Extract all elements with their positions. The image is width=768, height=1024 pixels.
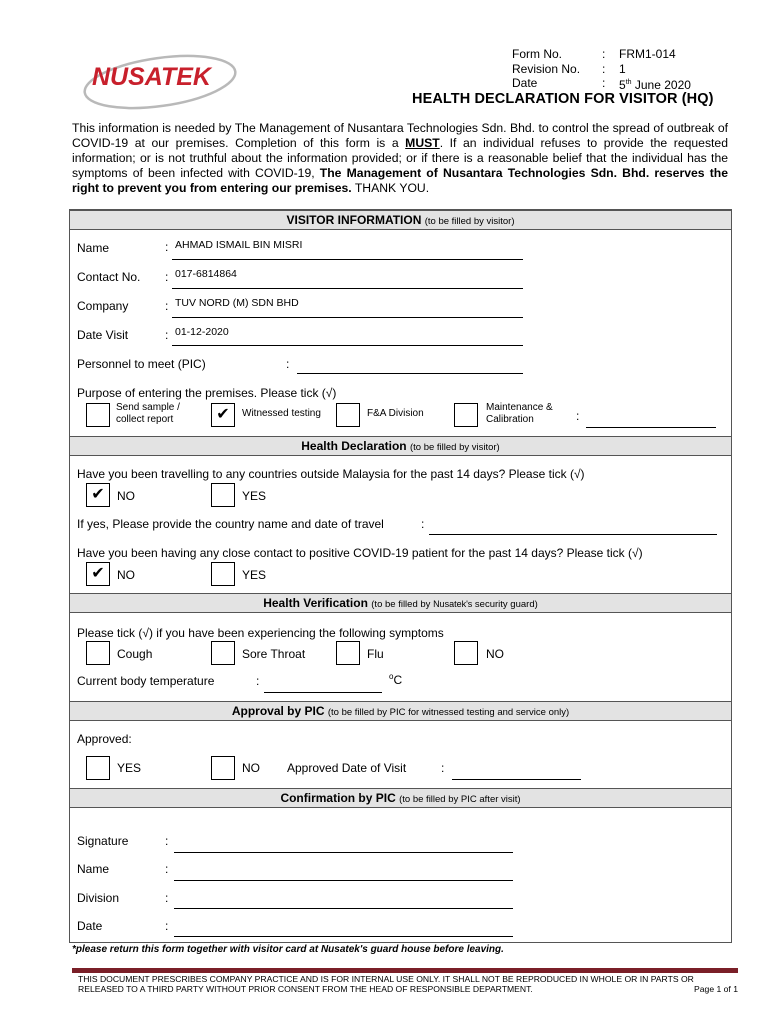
temperature-field[interactable] — [264, 692, 382, 693]
purpose-maintenance-label: Maintenance & Calibration — [486, 402, 553, 425]
symptoms-no-label: NO — [486, 647, 504, 661]
signature-field[interactable] — [174, 852, 513, 853]
contact-field[interactable] — [172, 288, 523, 289]
intro-paragraph: This information is needed by The Management of Nusantara Technologies Sdn. Bhd. to control the spread of outbreak of COVID-19 at our premises. Completion of this form is a MUST. If an individual refuses to provide the requested information; or is not truthful about the information provided; or if there is a reasonable belief that the individual has the symptoms of been infected with COVID-19, The Management of Nusantara Technologies Sdn. Bhd. reserves the right to prevent you from entering our premises. THANK YOU. — [72, 121, 728, 195]
approved-date-field[interactable] — [452, 779, 581, 780]
company-field[interactable] — [172, 317, 523, 318]
contact-no-label: NO — [117, 568, 135, 582]
field-colon: : — [165, 270, 169, 284]
field-colon: : — [165, 834, 169, 848]
name-label: Name — [77, 241, 110, 255]
field-colon: : — [256, 674, 260, 688]
sore-throat-label: Sore Throat — [242, 647, 306, 661]
field-colon: : — [576, 409, 580, 423]
field-colon: : — [165, 862, 169, 876]
field-colon: : — [165, 328, 169, 342]
travel-yes-checkbox[interactable] — [211, 483, 235, 507]
company-label: Company — [77, 299, 129, 313]
visitor-section-header: VISITOR INFORMATION (to be filled by visitor) — [70, 210, 731, 230]
purpose-send-sample-checkbox[interactable] — [86, 403, 110, 427]
field-colon: : — [421, 517, 425, 531]
cough-label: Cough — [117, 647, 153, 661]
footer-divider — [72, 968, 738, 973]
form-no-value: FRM1-014 — [619, 47, 676, 61]
contact-question: Have you been having any close contact to positive COVID-19 patient for the past 14 days? Please tick (√) — [77, 546, 643, 560]
travel-no-label: NO — [117, 489, 135, 503]
page-title: HEALTH DECLARATION FOR VISITOR (HQ) — [412, 91, 714, 107]
temperature-label: Current body temperature — [77, 674, 215, 688]
signature-label: Signature — [77, 834, 129, 848]
date-visit-field[interactable] — [172, 345, 523, 346]
division-label: Division — [77, 891, 120, 905]
travel-yes-label: YES — [242, 489, 267, 503]
pic-label: Personnel to meet (PIC) — [77, 357, 206, 371]
flu-label: Flu — [367, 647, 384, 661]
logo-text: NUSATEK — [92, 63, 211, 91]
purpose-send-sample-label: Send sample / collect report — [116, 402, 180, 425]
name-value: AHMAD ISMAIL BIN MISRI — [175, 239, 303, 251]
date-value: 5th June 2020 — [619, 78, 691, 92]
date-visit-value: 01-12-2020 — [175, 326, 229, 338]
approved-yes-label: YES — [117, 761, 142, 775]
approved-no-checkbox[interactable] — [211, 756, 235, 780]
division-field[interactable] — [174, 908, 513, 909]
date-label: Date — [512, 76, 538, 90]
revision-label: Revision No. — [512, 62, 581, 76]
purpose-label: Purpose of entering the premises. Please tick (√) — [77, 386, 337, 400]
purpose-other-field[interactable] — [586, 427, 716, 428]
return-note: *please return this form together with visitor card at Nusatek's guard house before leaving. — [72, 944, 504, 955]
sore-throat-checkbox[interactable] — [211, 641, 235, 665]
contact-label: Contact No. — [77, 270, 141, 284]
declaration-form — [69, 209, 732, 943]
footer-disclaimer: THIS DOCUMENT PRESCRIBES COMPANY PRACTICE AND IS FOR INTERNAL USE ONLY. IT SHALL NOT BE REPRODUCED IN WHOLE OR IN PARTS OR RELEASED TO A THIRD PARTY WITHOUT PRIOR CONSENT FROM THE HEAD OF RESPONSIBLE DEPARTMENT. Page 1 of 1 — [78, 974, 738, 994]
field-colon: : — [165, 891, 169, 905]
confirm-date-label: Date — [77, 919, 103, 933]
name-field[interactable] — [172, 259, 523, 260]
field-colon: : — [165, 240, 169, 254]
meta-colon: : — [602, 76, 606, 90]
date-visit-label: Date Visit — [77, 328, 129, 342]
pic-field[interactable] — [297, 373, 523, 374]
purpose-witnessed-testing-checkbox[interactable]: ✔ — [211, 403, 235, 427]
page-number: Page 1 of 1 — [694, 984, 738, 994]
symptoms-no-checkbox[interactable] — [454, 641, 478, 665]
symptoms-question: Please tick (√) if you have been experiencing the following symptoms — [77, 626, 444, 640]
field-colon: : — [441, 761, 445, 775]
approved-date-label: Approved Date of Visit — [287, 761, 407, 775]
health-section-header: Health Declaration (to be filled by visitor) — [70, 436, 731, 456]
field-colon: : — [165, 919, 169, 933]
meta-colon: : — [602, 62, 606, 76]
form-no-label: Form No. — [512, 47, 563, 61]
approval-section-header: Approval by PIC (to be filled by PIC for witnessed testing and service only) — [70, 701, 731, 721]
travel-no-checkbox[interactable]: ✔ — [86, 483, 110, 507]
contact-yes-checkbox[interactable] — [211, 562, 235, 586]
approved-no-label: NO — [242, 761, 260, 775]
confirm-date-field[interactable] — [174, 936, 513, 937]
verification-section-header: Health Verification (to be filled by Nusatek's security guard) — [70, 593, 731, 613]
confirm-name-label: Name — [77, 862, 110, 876]
contact-yes-label: YES — [242, 568, 267, 582]
purpose-witnessed-testing-label: Witnessed testing — [242, 408, 321, 419]
contact-value: 017-6814864 — [175, 268, 237, 280]
approved-label: Approved: — [77, 732, 132, 746]
travel-details-field[interactable] — [429, 534, 717, 535]
confirmation-section-header: Confirmation by PIC (to be filled by PIC after visit) — [70, 788, 731, 808]
company-logo — [82, 50, 244, 110]
approved-yes-checkbox[interactable] — [86, 756, 110, 780]
purpose-fa-division-checkbox[interactable] — [336, 403, 360, 427]
purpose-maintenance-checkbox[interactable] — [454, 403, 478, 427]
temperature-unit: $^o$C — [389, 672, 403, 687]
field-colon: : — [165, 299, 169, 313]
travel-question: Have you been travelling to any countries outside Malaysia for the past 14 days? Please tick (√) — [77, 467, 585, 481]
purpose-fa-division-label: F&A Division — [367, 408, 424, 419]
flu-checkbox[interactable] — [336, 641, 360, 665]
travel-details-label: If yes, Please provide the country name and date of travel — [77, 517, 384, 531]
field-colon: : — [286, 357, 290, 371]
contact-no-checkbox[interactable]: ✔ — [86, 562, 110, 586]
cough-checkbox[interactable] — [86, 641, 110, 665]
meta-colon: : — [602, 47, 606, 61]
confirm-name-field[interactable] — [174, 880, 513, 881]
revision-value: 1 — [619, 62, 626, 76]
company-value: TUV NORD (M) SDN BHD — [175, 297, 299, 309]
